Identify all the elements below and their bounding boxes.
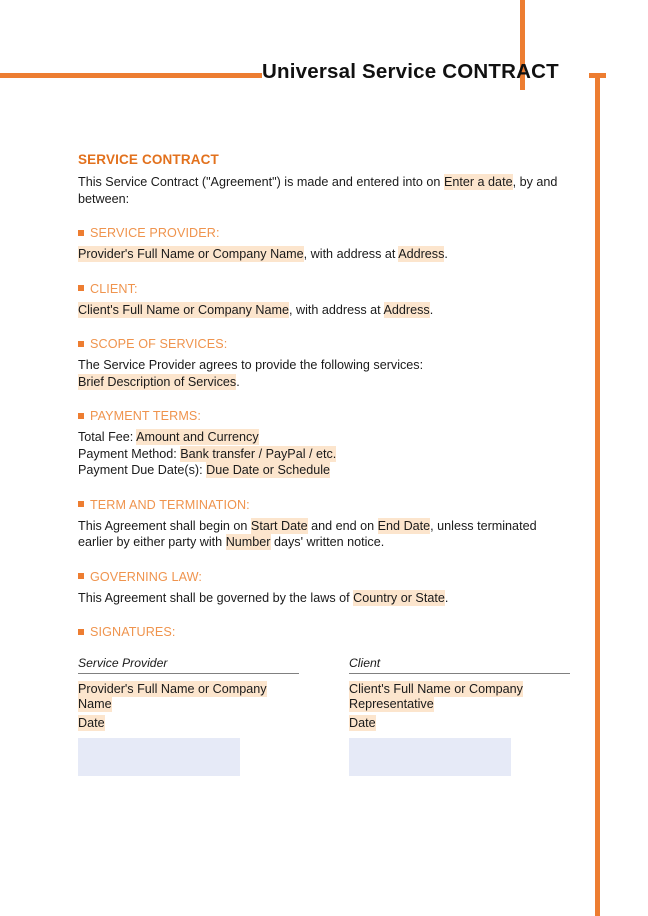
signature-column-client (349, 656, 570, 776)
bullet-square-icon (78, 573, 84, 579)
governing-law-jurisdiction-field[interactable]: Country or State (353, 590, 445, 605)
section-governing-law-heading (78, 570, 570, 584)
provider-signature-name-field[interactable]: Provider's Full Name or Company Name (78, 682, 267, 711)
term-part-4: days' written notice. (270, 535, 385, 549)
term-part-1: This Agreement shall begin on (78, 518, 251, 533)
section-service-provider-heading-label: SERVICE PROVIDER: (90, 226, 220, 240)
section-client-heading (78, 282, 570, 296)
provider-role-label: Service Provider (78, 656, 299, 674)
section-scope-heading-label: SCOPE OF SERVICES: (90, 337, 228, 351)
client-signature-box[interactable] (349, 738, 511, 776)
section-payment-heading-label: PAYMENT TERMS: (90, 409, 202, 423)
term-part-2: and end on (307, 518, 378, 533)
bullet-square-icon (78, 230, 84, 236)
document-body (78, 152, 570, 776)
payment-total-fee-field[interactable]: Amount and Currency (136, 430, 259, 444)
scope-description-field[interactable]: Brief Description of Services (78, 374, 237, 389)
client-signature-date-field[interactable]: Date (349, 716, 376, 730)
section-signatures-heading (78, 625, 570, 639)
term-start-date-field[interactable]: Start Date (250, 518, 308, 533)
payment-total-fee-label: Total Fee: (78, 430, 137, 444)
provider-signature-date (78, 716, 299, 731)
intro-paragraph (78, 174, 570, 207)
scope-line-1: The Service Provider agrees to provide the following services: (78, 358, 424, 372)
section-payment-heading (78, 409, 570, 423)
section-payment-terms (78, 409, 570, 479)
section-client-heading-label: CLIENT: (90, 281, 138, 296)
section-service-provider-body (78, 246, 570, 263)
signature-column-provider (78, 656, 299, 776)
payment-method-field[interactable]: Bank transfer / PayPal / etc. (180, 446, 337, 461)
signature-block (78, 656, 570, 776)
section-signatures-heading-label: SIGNATURES: (90, 625, 176, 639)
section-client (78, 282, 570, 319)
intro-text-after: , by and between: (78, 175, 558, 206)
client-role-label: Client (349, 656, 570, 674)
bullet-square-icon (78, 413, 84, 419)
section-scope-heading (78, 337, 570, 351)
bullet-square-icon (78, 501, 84, 507)
right-border-vertical-line (595, 73, 600, 916)
section-client-body (78, 302, 570, 319)
document-title: Universal Service CONTRACT (262, 60, 559, 83)
bullet-square-icon (78, 341, 84, 347)
governing-law-part-1: This Agreement shall be governed by the laws of (78, 590, 354, 605)
intro-text-before: This Service Contract ("Agreement") is made and entered into on (78, 175, 444, 189)
header-rule-horizontal (0, 73, 262, 78)
section-scope-of-services (78, 337, 570, 390)
client-body-after: . (429, 302, 434, 317)
section-signatures (78, 625, 570, 776)
provider-body-after: . (444, 247, 448, 261)
payment-method-label: Payment Method: (78, 446, 181, 461)
provider-name-field[interactable]: Provider's Full Name or Company Name (78, 247, 304, 261)
client-signature-name (349, 682, 570, 712)
section-term-and-termination (78, 498, 570, 551)
section-service-provider-heading (78, 226, 570, 240)
term-notice-days-field[interactable]: Number (225, 535, 271, 549)
client-body-middle: , with address at (288, 302, 384, 317)
provider-signature-name (78, 682, 299, 712)
payment-due-line (78, 462, 570, 479)
governing-law-body (78, 590, 570, 607)
intro-date-field[interactable]: Enter a date (443, 175, 513, 189)
bullet-square-icon (78, 285, 84, 291)
payment-due-field[interactable]: Due Date or Schedule (206, 463, 331, 477)
payment-due-label: Payment Due Date(s): (78, 463, 207, 477)
bullet-square-icon (78, 629, 84, 635)
main-heading: SERVICE CONTRACT (78, 152, 219, 167)
payment-method-line (78, 446, 570, 463)
provider-address-field[interactable]: Address (398, 247, 445, 261)
term-part-3: , unless terminated earlier by either party with (78, 518, 537, 549)
scope-period: . (236, 374, 240, 389)
governing-law-part-2: . (444, 590, 449, 605)
section-term-heading-label: TERM AND TERMINATION: (90, 497, 250, 512)
client-name-field[interactable]: Client's Full Name or Company Name (78, 302, 289, 317)
section-governing-law (78, 570, 570, 607)
scope-line-2 (78, 374, 570, 391)
provider-signature-date-field[interactable]: Date (78, 716, 105, 730)
client-signature-name-field[interactable]: Client's Full Name or Company Representative (349, 682, 523, 711)
section-term-heading (78, 498, 570, 512)
client-address-field[interactable]: Address (383, 302, 430, 317)
term-body (78, 518, 570, 551)
provider-signature-box[interactable] (78, 738, 240, 776)
section-service-provider (78, 226, 570, 263)
provider-body-middle: , with address at (303, 247, 399, 261)
section-governing-law-heading-label: GOVERNING LAW: (90, 569, 202, 584)
term-end-date-field[interactable]: End Date (377, 518, 431, 533)
payment-total-fee-line (78, 429, 570, 446)
client-signature-date (349, 716, 570, 731)
